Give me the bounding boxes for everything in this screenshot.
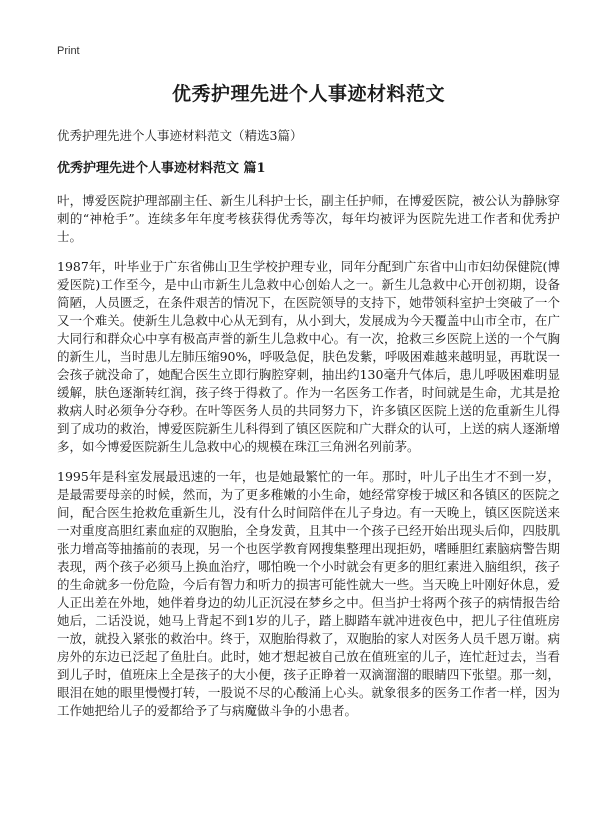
paragraph-1: 叶，博爱医院护理部副主任、新生儿科护士长，副主任护师，在博爱医院，被公认为静脉穿刺的“神枪手”。连续多年年度考核获得优秀等次，每年均被评为医院先进工作者和优秀护士。 <box>57 193 560 244</box>
page-title: 优秀护理先进个人事迹材料范文 <box>171 83 445 105</box>
document-subtitle: 优秀护理先进个人事迹材料范文（精选3篇） <box>57 128 303 143</box>
print-link[interactable]: Print <box>57 45 80 57</box>
paragraph-2: 1987年，叶毕业于广东省佛山卫生学校护理专业，同年分配到广东省中山市妇幼保健院(博爱医院)工作至今，是中山市新生儿急救中心创始人之一。新生儿急救中心开创初期，设备简陋，人员匮乏，在条件艰苦的情况下，在医院领导的支持下，她带领科室护士突破了一个又一个难关。使新生儿急救中心从无到有，从小到大，发展成为今天覆盖中山市全市，在广大同行和群众心中享有极高声誉的新生儿急救中心。有一次，抢救三乡医院上送的一个气胸的新生儿，当时患儿左肺压缩90%，呼吸急促，肤色发紫，呼吸困难越来越明显，再耽误一会孩子就没命了，她配合医生立即行胸腔穿刺，抽出约130毫升气体后，患儿呼吸困难明显缓解，肤色逐渐转红润，孩子终于得救了。作为一名医务工作者，时间就是生命，尤其是抢救病人时必须争分夺秒。在叶等医务人员的共同努力下，许多镇区医院上送的危重新生儿得到了成功的救治，博爱医院新生儿科得到了镇区医院和广大群众的认可，上送的病人逐渐增多，如今博爱医院新生儿急救中心的规模在珠江三角洲名列前茅。 <box>57 259 560 454</box>
paragraph-3: 1995年是科室发展最迅速的一年，也是她最繁忙的一年。那时，叶儿子出生才不到一岁，是最需要母亲的时候，然而，为了更多稚嫩的小生命，她经常穿梭于城区和各镇区的医院之间，配合医生抢救危重新生儿，没有什么时间陪伴在儿子身边。有一天晚上，镇区医院送来一对重度高胆红素血症的双胞胎，全身发黄，且其中一个孩子已经开始出现头后仰，四肢肌张力增高等抽搐前的表现，另一个也医学教育网搜集整理出现拒奶，嗜睡胆红素脑病警告期表现，两个孩子必须马上换血治疗，哪怕晚一个小时就会有更多的胆红素进入脑组织，孩子的生命就多一份危险，今后有智力和听力的损害可能性就大一些。当天晚上叶刚好休息，爱人正出差在外地，她伴着身边的幼儿正沉浸在梦乡之中。但当护士将两个孩子的病情报告给她后，二话没说，她马上背起不到1岁的儿子，踏上脚踏车就冲进夜色中，把儿子往值班房一放，就投入紧张的救治中。终于，双胞胎得救了，双胞胎的家人对医务人员千恩万谢。病房外的东边已泛起了鱼肚白。此时，她才想起被自己放在值班室的儿子，连忙赶过去，当看到儿子时，值班床上全是孩子的大小便，孩子正睁着一双滴溜溜的眼睛四下张望。那一刻，眼泪在她的眼里慢慢打转，一股说不尽的心酸涌上心头。就象很多的医务工作者一样，因为工作她把给儿子的爱都给予了与病魔做斗争的小患者。 <box>57 469 560 718</box>
section-heading: 优秀护理先进个人事迹材料范文 篇1 <box>57 161 266 176</box>
